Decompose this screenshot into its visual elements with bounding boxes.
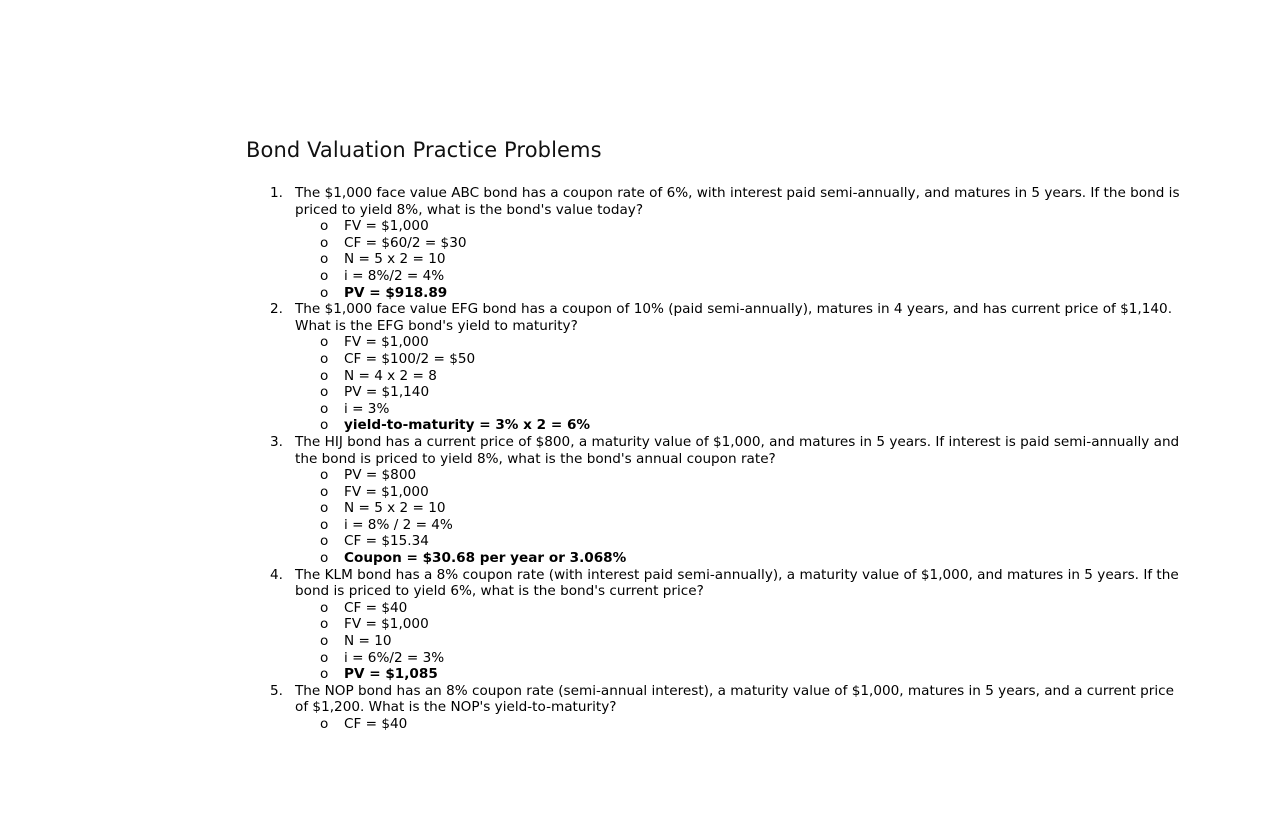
- solution-step: [295, 235, 1186, 252]
- step-text: i = 3%: [344, 400, 390, 417]
- problem-item: [246, 301, 1186, 434]
- solution-step: [295, 401, 1186, 418]
- solution-step: [295, 467, 1186, 484]
- bullet-marker: o: [320, 716, 329, 732]
- step-text: N = 4 x 2 = 8: [344, 367, 437, 384]
- solution-step: [295, 368, 1186, 385]
- step-text: N = 10: [344, 633, 392, 650]
- step-text: FV = $1,000: [344, 483, 429, 500]
- step-text: PV = $1,140: [344, 384, 430, 401]
- step-text: FV = $1,000: [344, 616, 429, 633]
- solution-steps: [295, 218, 1186, 301]
- answer-text: PV = $918.89: [344, 284, 448, 301]
- step-text: i = 8% / 2 = 4%: [344, 516, 453, 533]
- bullet-marker: o: [320, 334, 329, 351]
- solution-answer: [295, 417, 1186, 434]
- bullet-marker: o: [320, 267, 329, 284]
- bullet-marker: o: [320, 666, 329, 683]
- step-text: i = 8%/2 = 4%: [344, 267, 445, 284]
- bullet-marker: o: [320, 649, 329, 666]
- solution-step: [295, 600, 1186, 617]
- step-text: FV = $1,000: [344, 334, 429, 351]
- problem-question: The KLM bond has a 8% coupon rate (with interest paid semi-annually), a maturity value of $1,000, and matures in 5 years. If the bond is priced to yield 6%, what is the bond's current price?: [295, 566, 1179, 600]
- step-text: i = 6%/2 = 3%: [344, 649, 445, 666]
- problem-number: 4.: [270, 566, 283, 583]
- solution-steps: [295, 334, 1186, 434]
- problem-number: 1.: [270, 185, 283, 201]
- step-text: FV = $1,000: [344, 218, 429, 235]
- bullet-marker: o: [320, 350, 329, 367]
- step-text: PV = $800: [344, 467, 417, 484]
- bullet-marker: o: [320, 218, 329, 235]
- problem-item: [246, 434, 1186, 567]
- solution-step: [295, 384, 1186, 401]
- step-text: N = 5 x 2 = 10: [344, 500, 446, 517]
- step-text: CF = $40: [344, 599, 408, 616]
- solution-steps: [295, 467, 1186, 567]
- solution-answer: [295, 550, 1186, 567]
- solution-steps: [295, 600, 1186, 683]
- problem-question: The $1,000 face value EFG bond has a coupon of 10% (paid semi-annually), matures in 4 years, and has current price of $1,140. What is the EFG bond's yield to maturity?: [295, 301, 1173, 334]
- solution-step: [295, 500, 1186, 517]
- step-text: CF = $100/2 = $50: [344, 350, 476, 367]
- bullet-marker: o: [320, 516, 329, 533]
- solution-step: [295, 716, 1186, 733]
- problem-item: [246, 567, 1186, 683]
- solution-steps: [295, 716, 1186, 733]
- problem-number: 2.: [270, 301, 283, 318]
- page-title: Bond Valuation Practice Problems: [246, 138, 602, 162]
- problem-question: The $1,000 face value ABC bond has a coupon rate of 6%, with interest paid semi-annually, and matures in 5 years. If the bond is priced to yield 8%, what is the bond's value today?: [295, 185, 1180, 218]
- solution-answer: [295, 666, 1186, 683]
- bullet-marker: o: [320, 550, 329, 567]
- solution-step: [295, 484, 1186, 501]
- solution-answer: [295, 285, 1186, 302]
- solution-step: [295, 218, 1186, 235]
- solution-step: [295, 650, 1186, 667]
- solution-step: [295, 251, 1186, 268]
- step-text: N = 5 x 2 = 10: [344, 251, 446, 268]
- answer-text: PV = $1,085: [344, 666, 438, 683]
- bullet-marker: o: [320, 599, 329, 616]
- problem-question: The HIJ bond has a current price of $800, a maturity value of $1,000, and matures in 5 years. If interest is paid semi-annually and the bond is priced to yield 8%, what is the bond's annual coupon rate?: [295, 433, 1180, 467]
- problem-question: The NOP bond has an 8% coupon rate (semi-annual interest), a maturity value of $1,000, matures in 5 years, and a current price of $1,200. What is the NOP's yield-to-maturity?: [295, 682, 1174, 716]
- step-text: CF = $40: [344, 716, 408, 732]
- answer-text: Coupon = $30.68 per year or 3.068%: [344, 550, 627, 567]
- problem-number: 5.: [270, 682, 283, 699]
- bullet-marker: o: [320, 384, 329, 401]
- solution-step: [295, 351, 1186, 368]
- bullet-marker: o: [320, 533, 329, 550]
- solution-step: [295, 533, 1186, 550]
- bullet-marker: o: [320, 400, 329, 417]
- bullet-marker: o: [320, 483, 329, 500]
- bullet-marker: o: [320, 467, 329, 484]
- answer-text: yield-to-maturity = 3% x 2 = 6%: [344, 417, 591, 434]
- bullet-marker: o: [320, 500, 329, 517]
- bullet-marker: o: [320, 417, 329, 434]
- bullet-marker: o: [320, 633, 329, 650]
- solution-step: [295, 616, 1186, 633]
- problem-number: 3.: [270, 433, 283, 450]
- solution-step: [295, 633, 1186, 650]
- bullet-marker: o: [320, 234, 329, 251]
- step-text: CF = $60/2 = $30: [344, 234, 467, 251]
- step-text: CF = $15.34: [344, 533, 429, 550]
- solution-step: [295, 268, 1186, 285]
- bullet-marker: o: [320, 251, 329, 268]
- problem-list: [246, 185, 1186, 733]
- solution-step: [295, 334, 1186, 351]
- problem-item: [246, 683, 1186, 733]
- bullet-marker: o: [320, 284, 329, 301]
- document-page: [246, 136, 1186, 733]
- bullet-marker: o: [320, 616, 329, 633]
- solution-step: [295, 517, 1186, 534]
- problem-item: [246, 185, 1186, 301]
- bullet-marker: o: [320, 367, 329, 384]
